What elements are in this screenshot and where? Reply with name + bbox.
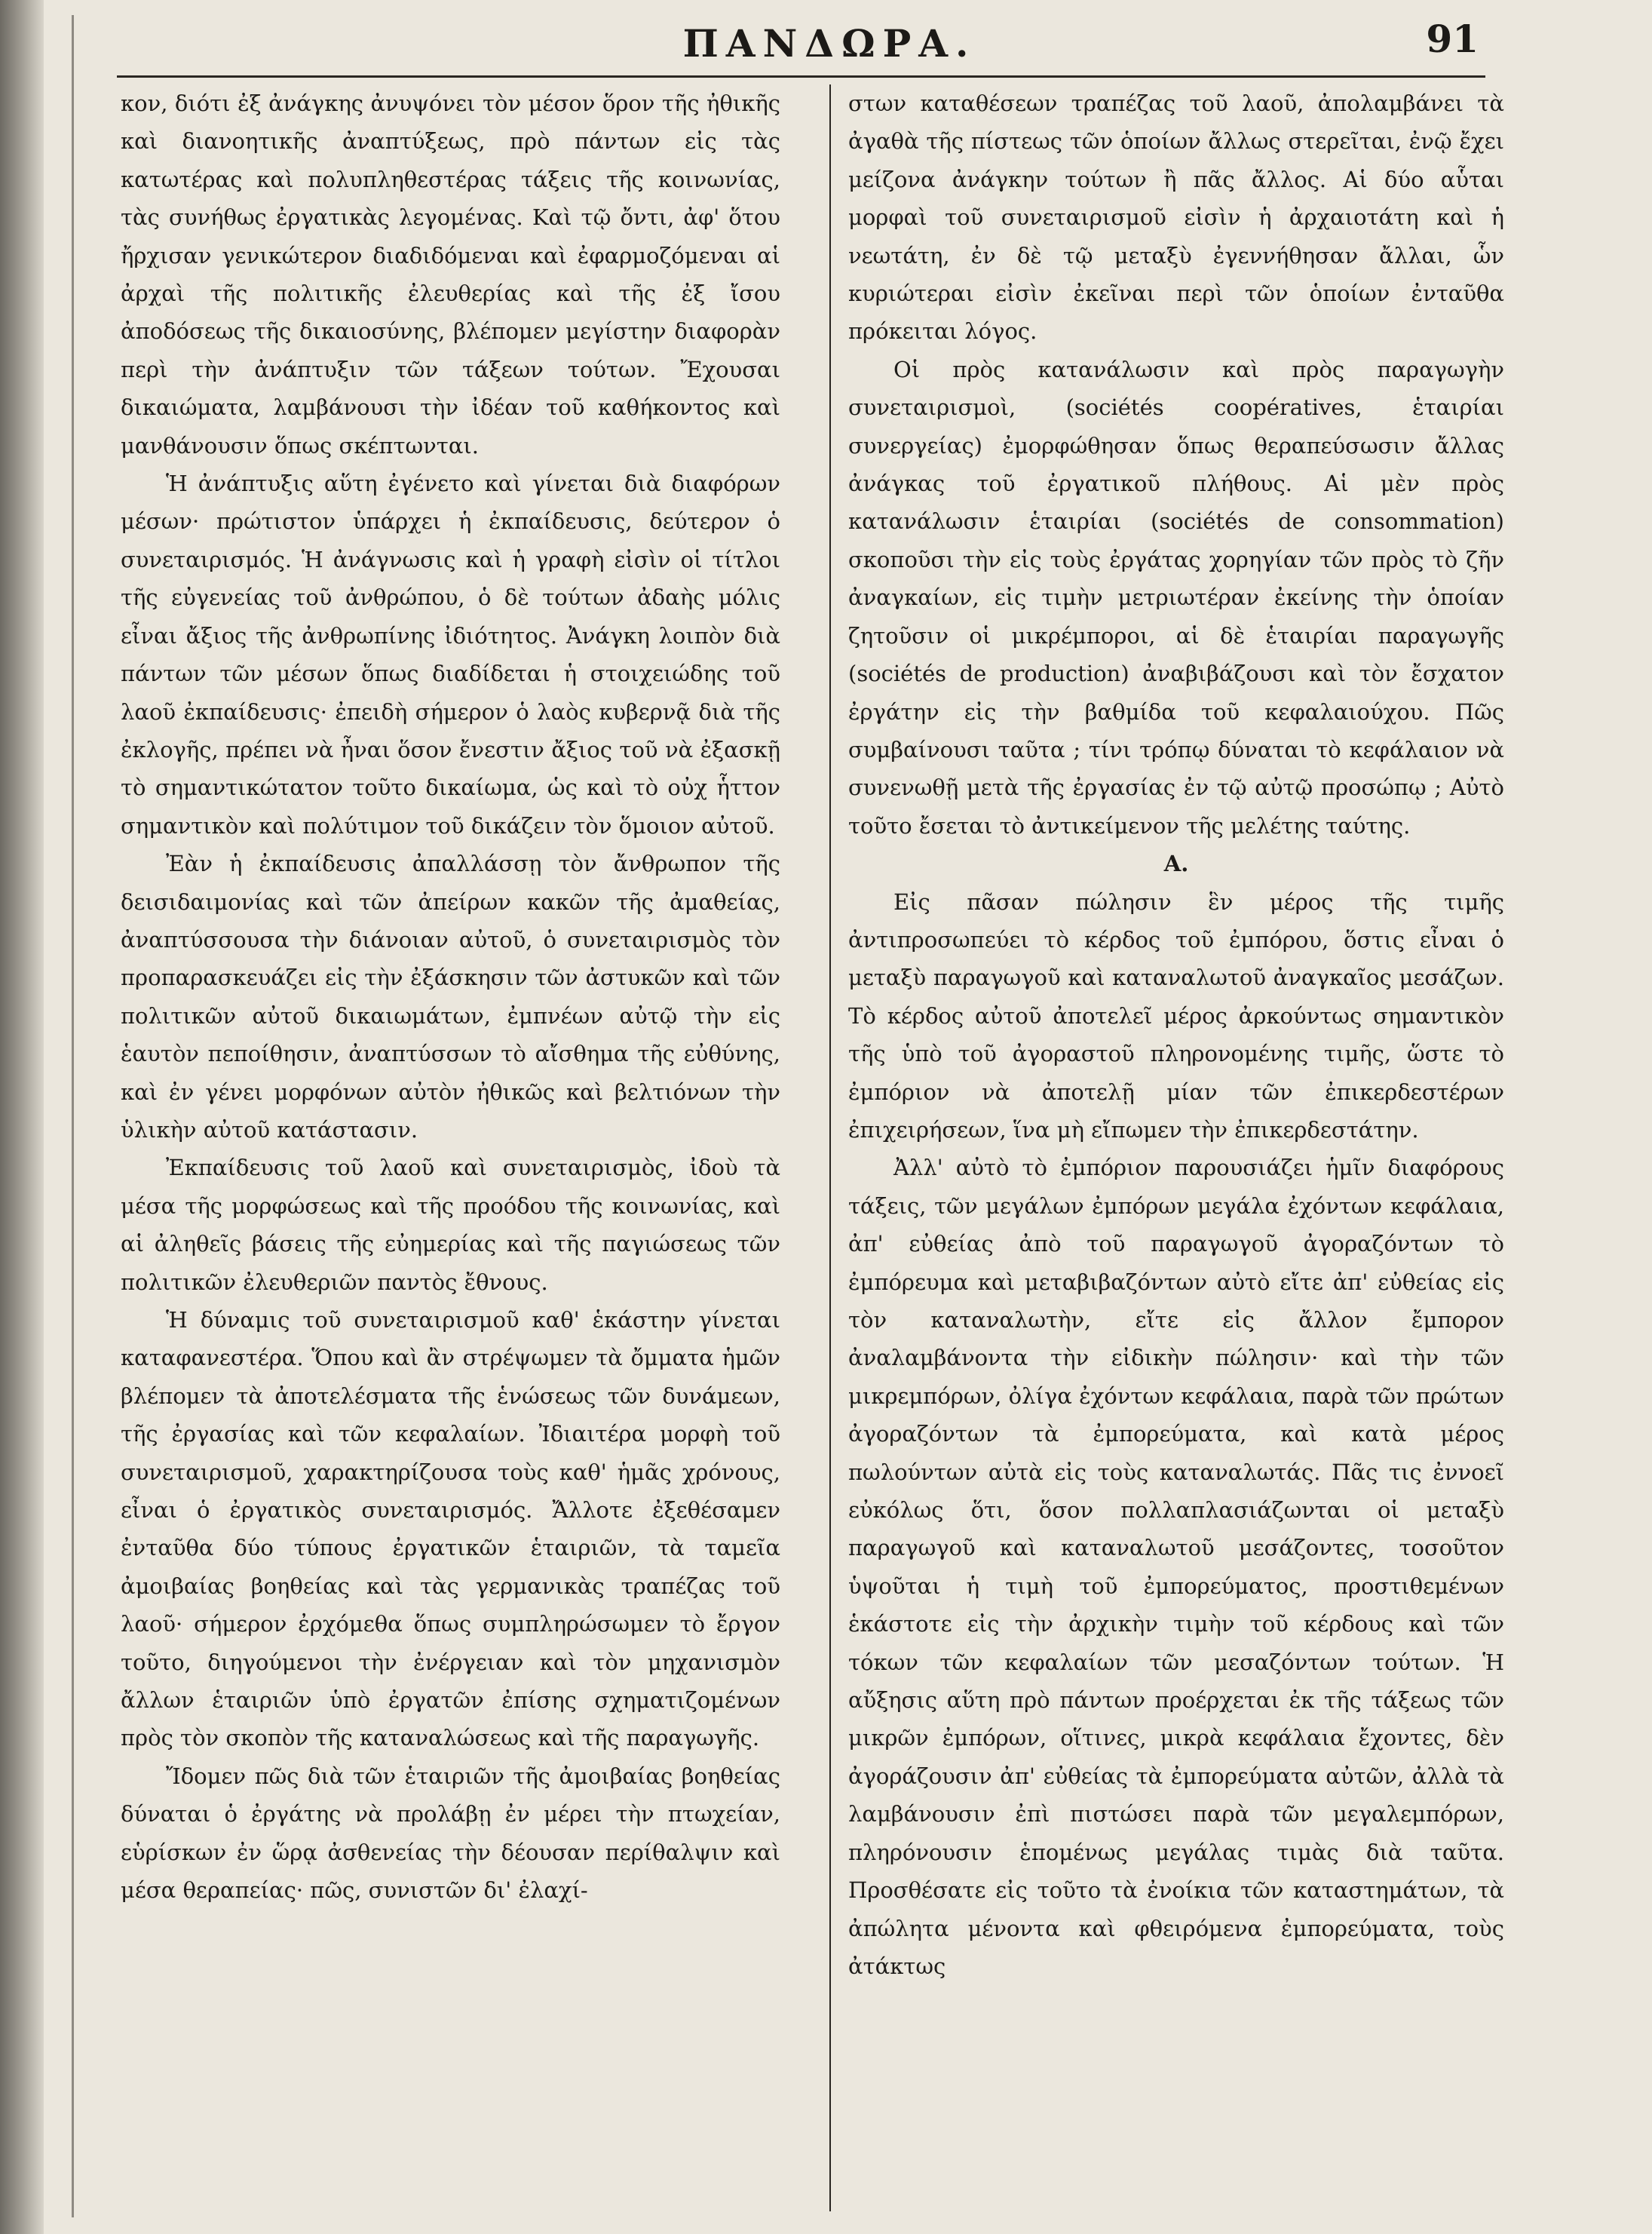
header-rule — [117, 75, 1485, 78]
gutter-line — [72, 15, 74, 2217]
binding-edge — [0, 0, 44, 2234]
paragraph: Εἰς πᾶσαν πώλησιν ἓν μέρος τῆς τιμῆς ἀντιπροσωπεύει τὸ κέρδος τοῦ ἐμπόρου, ὅστις εἶναι ὁ μεταξὺ παραγωγοῦ καὶ καταναλωτοῦ ἀναγκαῖος μεσάζων. Τὸ κέρδος αὐτοῦ ἀποτελεῖ μέρος ἀρκούντως σημαντικὸν τῆς ὑπὸ τοῦ ἀγοραστοῦ πληρονομένης τιμῆς, ὥστε τὸ ἐμπόριον νὰ ἀποτελῇ μίαν τῶν ἐπικερδεστέρων ἐπιχειρήσεων, ἵνα μὴ εἴπωμεν τὴν ἐπικερδεστάτην. — [848, 888, 1504, 1143]
paragraph: Οἱ πρὸς κατανάλωσιν καὶ πρὸς παραγωγὴν συνεταιρισμοὶ, (sociétés coopératives, ἑταιρίαι συνεργείας) ἐμορφώθησαν ὅπως θεραπεύσωσιν ἄλλας ἀνάγκας τοῦ ἐργατικοῦ πλήθους. Αἱ μὲν πρὸς κατανάλωσιν ἑταιρίαι (sociétés de consommation) σκοποῦσι τὴν εἰς τοὺς ἐργάτας χορηγίαν τῶν πρὸς τὸ ζῆν ἀναγκαίων, εἰς τιμὴν μετριωτέραν ἐκείνης τὴν ὁποίαν ζητοῦσιν οἱ μικρέμποροι, αἱ δὲ ἑταιρίαι παραγωγῆς (sociétés de production) ἀναβιβάζουσι καὶ τὸν ἔσχατον ἐργάτην εἰς τὴν βαθμίδα τοῦ κεφαλαιούχου. Πῶς συμβαίνουσι ταῦτα ; τίνι τρόπῳ δύναται τὸ κεφάλαιον νὰ συνενωθῇ μετὰ τῆς ἐργασίας ἐν τῷ αὐτῷ προσώπῳ ; Αὐτὸ τοῦτο ἔσεται τὸ ἀντικείμενον τῆς μελέτης ταύτης. — [848, 356, 1504, 839]
right-column — [848, 84, 1504, 1985]
paragraph: Ἀλλ' αὐτὸ τὸ ἐμπόριον παρουσιάζει ἡμῖν διαφόρους τάξεις, τῶν μεγάλων ἐμπόρων μεγάλα ἐχόντων κεφάλαια, ἀπ' εὐθείας ἀπὸ τοῦ παραγωγοῦ ἀγοραζόντων τὸ ἐμπόρευμα καὶ μεταβιβαζόντων αὐτὸ εἴτε ἀπ' εὐθείας εἰς τὸν καταναλωτὴν, εἴτε εἰς ἄλλον ἔμπορον ἀναλαμβάνοντα τὴν εἰδικὴν πώλησιν· καὶ τὴν τῶν μικρεμπόρων, ὀλίγα ἐχόντων κεφάλαια, παρὰ τῶν πρώτων ἀγοραζόντων τὰ ἐμπορεύματα, καὶ κατὰ μέρος πωλούντων αὐτὰ εἰς τοὺς καταναλωτάς. Πᾶς τις ἐννοεῖ εὐκόλως ὅτι, ὅσον πολλαπλασιάζωνται οἱ μεταξὺ παραγωγοῦ καὶ καταναλωτοῦ μεσάζοντες, τοσοῦτον ὑψοῦται ἡ τιμὴ τοῦ ἐμπορεύματος, προστιθεμένων ἑκάστοτε εἰς τὴν ἀρχικὴν τιμὴν τοῦ κέρδους καὶ τῶν τόκων τῶν κεφαλαίων τῶν μεσαζόντων τούτων. Ἡ αὔξησις αὕτη πρὸ πάντων προέρχεται ἐκ τῆς τάξεως τῶν μικρῶν ἐμπόρων, οἵτινες, μικρὰ κεφάλαια ἔχοντες, δὲν ἀγοράζουσιν ἀπ' εὐθείας τὰ ἐμπορεύματα αὐτῶν, ἀλλὰ τὰ λαμβάνουσιν ἐπὶ πιστώσει παρὰ τῶν μεγαλεμπόρων, πληρόνουσιν ἑπομένως μεγάλας τιμὰς διὰ ταῦτα. Προσθέσατε εἰς τοῦτο τὰ ἐνοίκια τῶν καταστημάτων, τὰ ἀπώλητα μένοντα καὶ φθειρόμενα ἐμπορεύματα, τοὺς ἀτάκτως — [848, 1155, 1504, 1979]
column-divider — [829, 84, 831, 2211]
section-heading: Α. — [1163, 851, 1189, 877]
paragraph: Ἴδομεν πῶς διὰ τῶν ἑταιριῶν τῆς ἀμοιβαίας βοηθείας δύναται ὁ ἐργάτης νὰ προλάβῃ ἐν μέρει τὴν πτωχείαν, εὑρίσκων ἐν ὥρᾳ ἀσθενείας τὴν δέουσαν περίθαλψιν καὶ μέσα θεραπείας· πῶς, συνιστῶν δι' ἐλαχί- — [121, 1763, 780, 1904]
page-number: 91 — [1426, 17, 1479, 61]
paragraph: Ἐκπαίδευσις τοῦ λαοῦ καὶ συνεταιρισμὸς, ἰδοὺ τὰ μέσα τῆς μορφώσεως καὶ τῆς προόδου τῆς κοινωνίας, καὶ αἱ ἀληθεῖς βάσεις τῆς εὐημερίας καὶ τῆς παγιώσεως τῶν πολιτικῶν ἐλευθεριῶν παντὸς ἔθνους. — [121, 1155, 780, 1295]
paragraph: Ἡ ἀνάπτυξις αὕτη ἐγένετο καὶ γίνεται διὰ διαφόρων μέσων· πρώτιστον ὑπάρχει ἡ ἐκπαίδευσις, δεύτερον ὁ συνεταιρισμός. Ἡ ἀνάγνωσις καὶ ἡ γραφὴ εἰσὶν οἱ τίτλοι τῆς εὐγενείας τοῦ ἀνθρώπου, ὁ δὲ τούτων ἀδαὴς μόλις εἶναι ἄξιος τῆς ἀνθρωπίνης ἰδιότητος. Ἀνάγκη λοιπὸν διὰ πάντων τῶν μέσων ὅπως διαδίδεται ἡ στοιχειώδης τοῦ λαοῦ ἐκπαίδευσις· ἐπειδὴ σήμερον ὁ λαὸς κυβερνᾷ διὰ τῆς ἐκλογῆς, πρέπει νὰ ἦναι ὅσον ἔνεστιν ἄξιος τοῦ νὰ ἐξασκῇ τὸ σημαντικώτατον τοῦτο δικαίωμα, ὡς καὶ τὸ οὐχ ἧττον σημαντικὸν καὶ πολύτιμον τοῦ δικάζειν τὸν ὅμοιον αὐτοῦ. — [121, 471, 780, 839]
running-title: ΠΑΝΔΩΡΑ. — [682, 21, 976, 66]
paragraph: Ἐὰν ἡ ἐκπαίδευσις ἀπαλλάσσῃ τὸν ἄνθρωπον τῆς δεισιδαιμονίας καὶ τῶν ἀπείρων κακῶν τῆς ἀμαθείας, ἀναπτύσσουσα τὴν διάνοιαν αὐτοῦ, ὁ συνεταιρισμὸς τὸν προπαρασκευάζει εἰς τὴν ἐξάσκησιν τῶν ἀστυκῶν καὶ τῶν πολιτικῶν αὐτοῦ δικαιωμάτων, ἐμπνέων αὐτῷ τὴν εἰς ἑαυτὸν πεποίθησιν, ἀναπτύσσων τὸ αἴσθημα τῆς εὐθύνης, καὶ ἐν γένει μορφόνων αὐτὸν ἠθικῶς καὶ βελτιόνων τὴν ὑλικὴν αὐτοῦ κατάστασιν. — [121, 851, 780, 1143]
paragraph: στων καταθέσεων τραπέζας τοῦ λαοῦ, ἀπολαμβάνει τὰ ἀγαθὰ τῆς πίστεως τῶν ὁποίων ἄλλως στερεῖται, ἐνῷ ἔχει μείζονα ἀνάγκην τούτων ἢ πᾶς ἄλλος. Αἱ δύο αὗται μορφαὶ τοῦ συνεταιρισμοῦ εἰσὶν ἡ ἀρχαιοτάτη καὶ ἡ νεωτάτη, ἐν δὲ τῷ μεταξὺ ἐγεννήθησαν ἄλλαι, ὧν κυριώτεραι εἰσὶν ἐκεῖναι περὶ τῶν ὁποίων ἐνταῦθα πρόκειται λόγος. — [848, 91, 1504, 345]
paragraph: Ἡ δύναμις τοῦ συνεταιρισμοῦ καθ' ἑκάστην γίνεται καταφανεστέρα. Ὅπου καὶ ἂν στρέψωμεν τὰ ὄμματα ἡμῶν βλέπομεν τὰ ἀποτελέσματα τῆς ἑνώσεως τῶν δυνάμεων, τῆς ἐργασίας καὶ τῶν κεφαλαίων. Ἰδιαιτέρα μορφὴ τοῦ συνεταιρισμοῦ, χαρακτηρίζουσα τοὺς καθ' ἡμᾶς χρόνους, εἶναι ὁ ἐργατικὸς συνεταιρισμός. Ἄλλοτε ἐξεθέσαμεν ἐνταῦθα δύο τύπους ἐργατικῶν ἑταιριῶν, τὰ ταμεῖα ἀμοιβαίας βοηθείας καὶ τὰς γερμανικὰς τραπέζας τοῦ λαοῦ· σήμερον ἐρχόμεθα ὅπως συμπληρώσωμεν τὸ ἔργον τοῦτο, διηγούμενοι τὴν ἐνέργειαν καὶ τὸν μηχανισμὸν ἄλλων ἑταιριῶν ὑπὸ ἐργατῶν ἐπίσης σχηματιζομένων πρὸς τὸν σκοπὸν τῆς καταναλώσεως καὶ τῆς παραγωγῆς. — [121, 1307, 780, 1751]
paragraph: κον, διότι ἐξ ἀνάγκης ἀνυψόνει τὸν μέσον ὅρον τῆς ἠθικῆς καὶ διανοητικῆς ἀναπτύξεως, πρὸ πάντων εἰς τὰς κατωτέρας καὶ πολυπληθεστέρας τάξεις τῆς κοινωνίας, τὰς συνήθως ἐργατικὰς λεγομένας. Καὶ τῷ ὄντι, ἀφ' ὅτου ἤρχισαν γενικώτερον διαδιδόμεναι καὶ ἐφαρμοζόμεναι αἱ ἀρχαὶ τῆς πολιτικῆς ἐλευθερίας καὶ τῆς ἐξ ἴσου ἀποδόσεως τῆς δικαιοσύνης, βλέπομεν μεγίστην διαφορὰν περὶ τὴν ἀνάπτυξιν τῶν τάξεων τούτων. Ἔχουσαι δικαιώματα, λαμβάνουσι τὴν ἰδέαν τοῦ καθήκοντος καὶ μανθάνουσιν ὅπως σκέπτωνται. — [121, 91, 780, 459]
left-column — [121, 84, 780, 1910]
